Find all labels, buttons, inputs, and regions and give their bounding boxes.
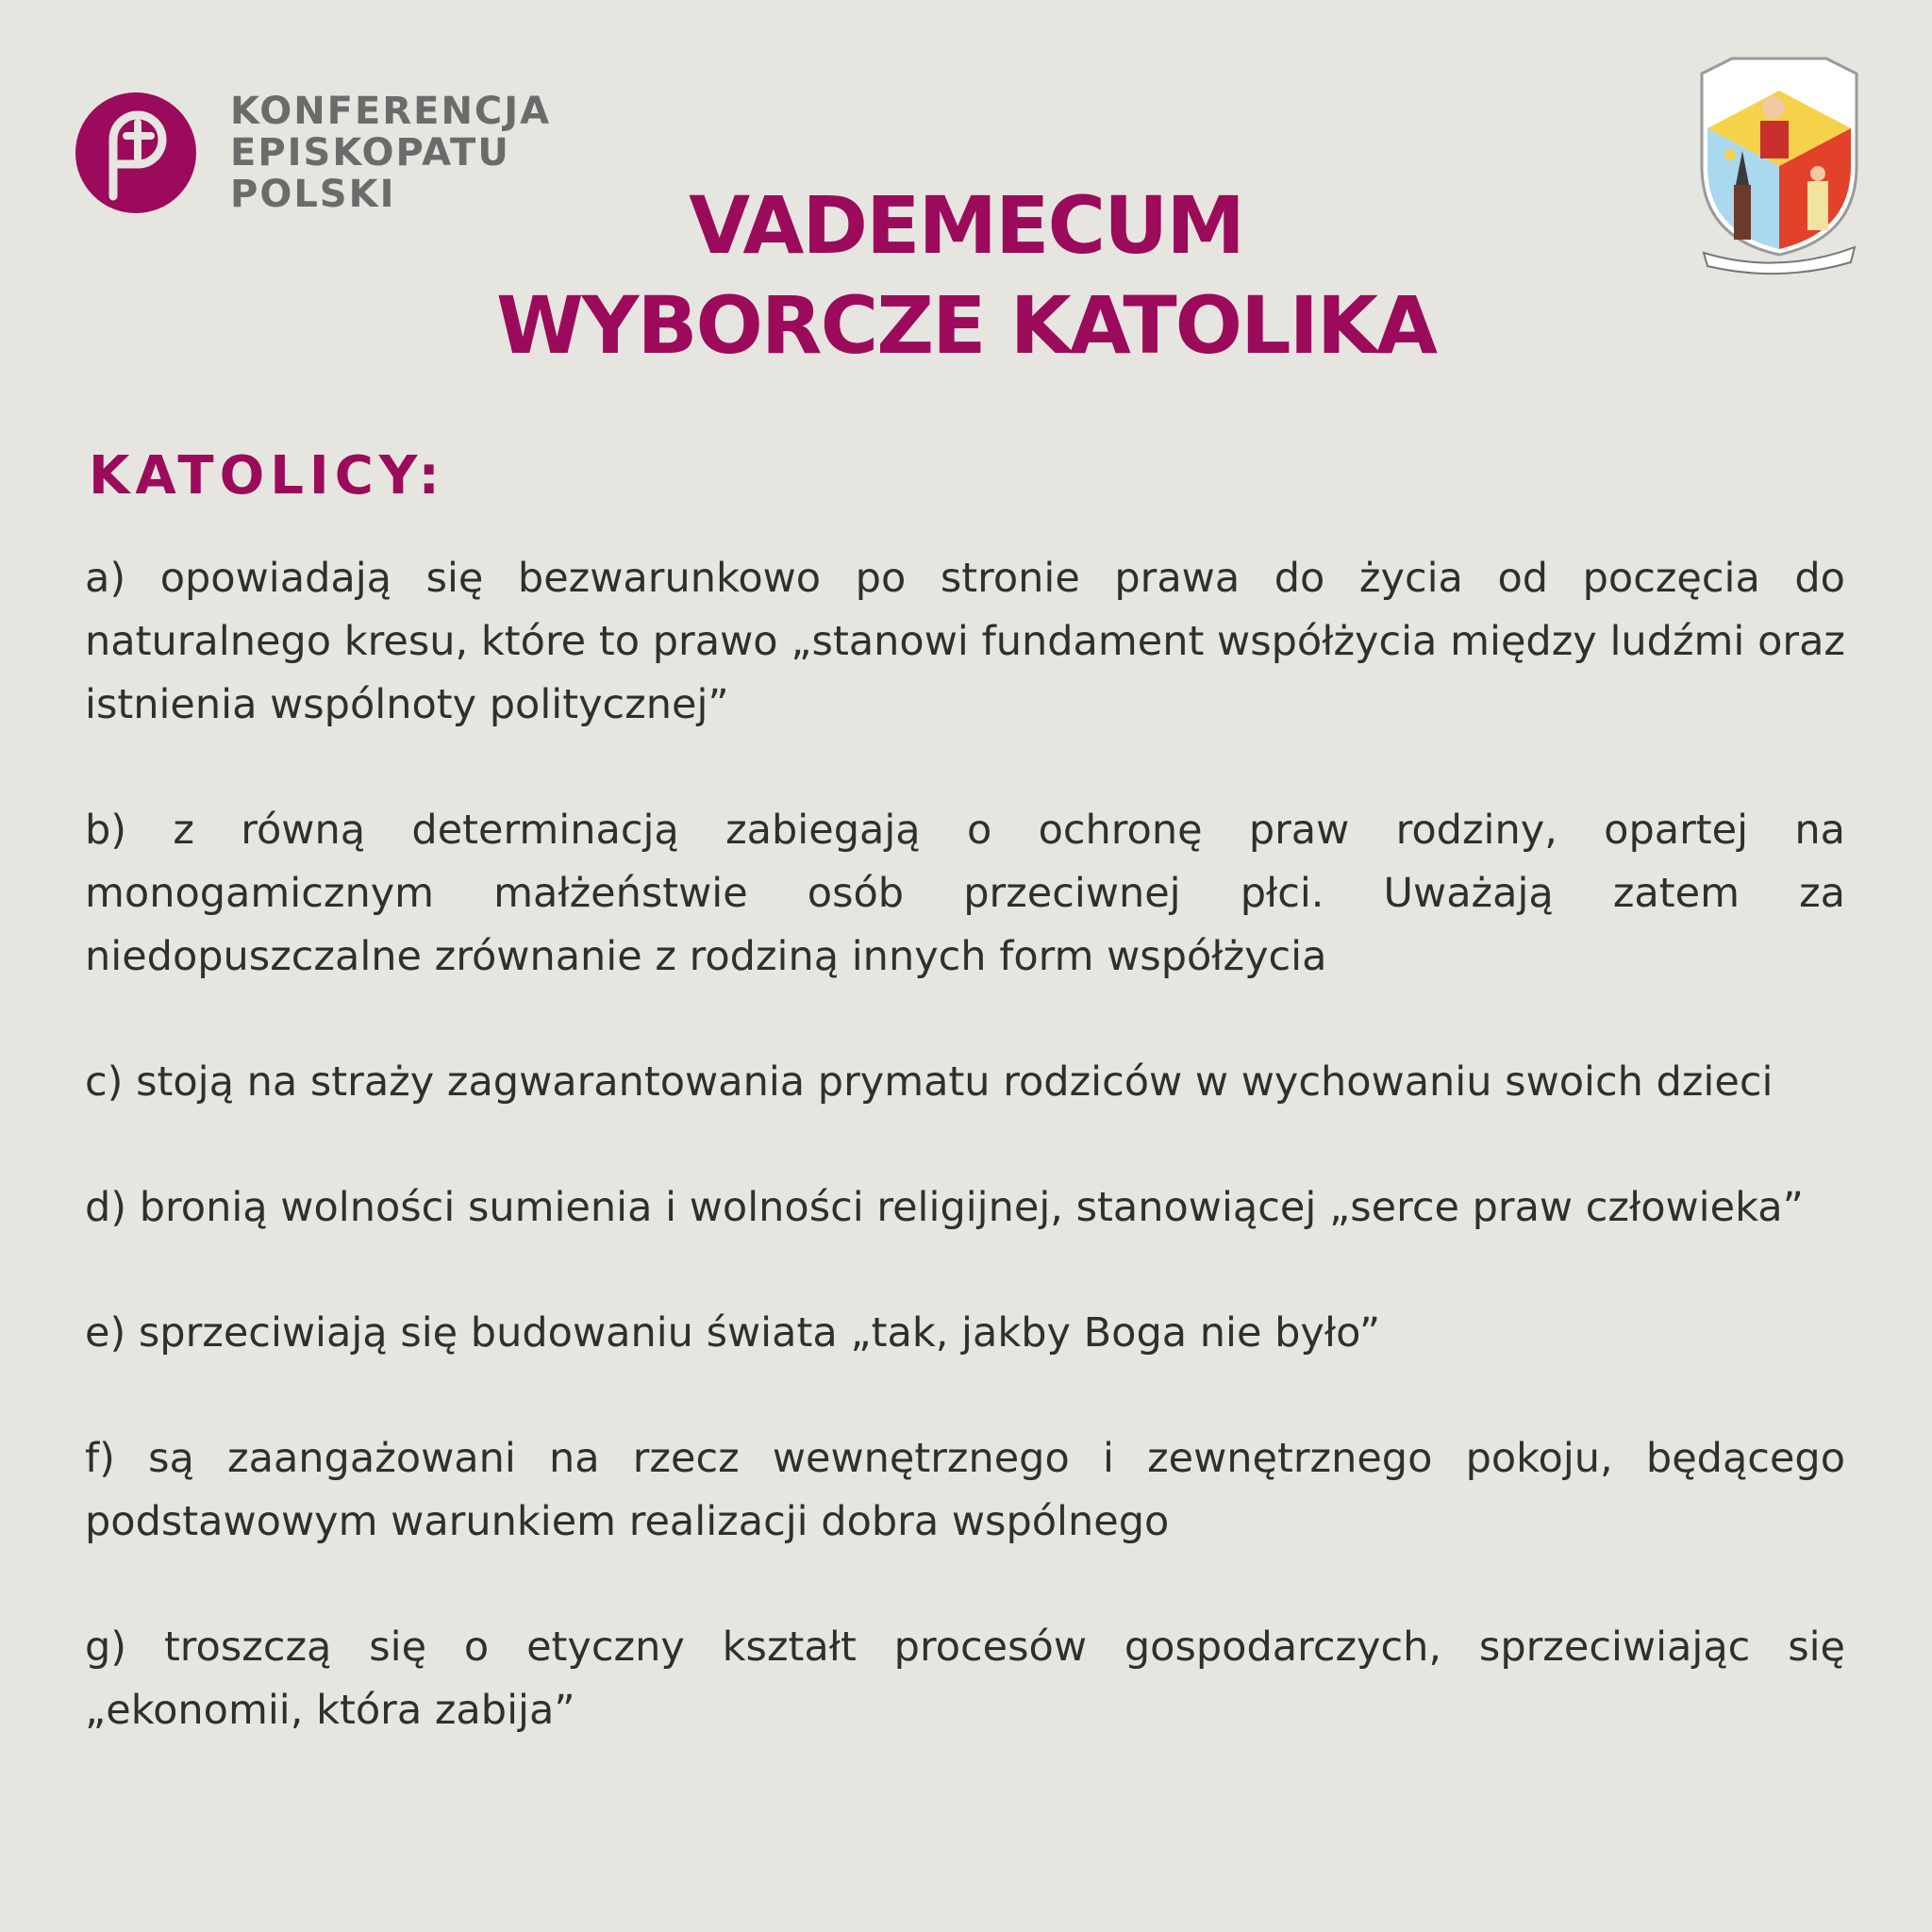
list-item-e: e) sprzeciwiają się budowaniu świata „tak, jakby Boga nie było” — [85, 1309, 1381, 1357]
list-item-g: g) troszczą się o etyczny kształt procesów gospodarczych, sprzeciwiając się „ekonomii, która zabija” — [85, 1624, 1845, 1734]
list-item-f: f) są zaangażowani na rzecz wewnętrznego i zewnętrznego pokoju, będącego podstawowym warunkiem realizacji dobra wspólnego — [85, 1435, 1845, 1545]
list-item-d: d) bronią wolności sumienia i wolności religijnej, stanowiącej „serce praw człowieka” — [85, 1184, 1804, 1231]
logo-line-2: EPISKOPATU — [230, 131, 510, 175]
title-line-1: VADEMECUM — [689, 179, 1243, 272]
logo-line-3: POLSKI — [230, 173, 396, 216]
section-heading: KATOLICY: — [89, 445, 445, 507]
list-item-a: a) opowiadają się bezwarunkowo po stronie prawa do życia od poczęcia do naturalnego kresu, które to prawo „stanowi fundament współżycia między ludźmi oraz istnienia wspólnoty politycznej” — [85, 555, 1845, 728]
list-item-c: c) stoją na straży zagwarantowania prymatu rodziców w wychowaniu swoich dzieci — [85, 1058, 1774, 1106]
page-title — [0, 175, 1932, 375]
logo-line-1: KONFERENCJA — [230, 90, 552, 133]
list-item-b: b) z równą determinacją zabiegają o ochronę praw rodziny, opartej na monogamicznym małżeństwie osób przeciwnej płci. Uważają zatem za niedopuszczalne zrównanie z rodziną innych form współżycia — [85, 807, 1845, 980]
item-list — [85, 547, 1845, 1805]
title-line-2: WYBORCZE KATOLIKA — [496, 279, 1436, 372]
